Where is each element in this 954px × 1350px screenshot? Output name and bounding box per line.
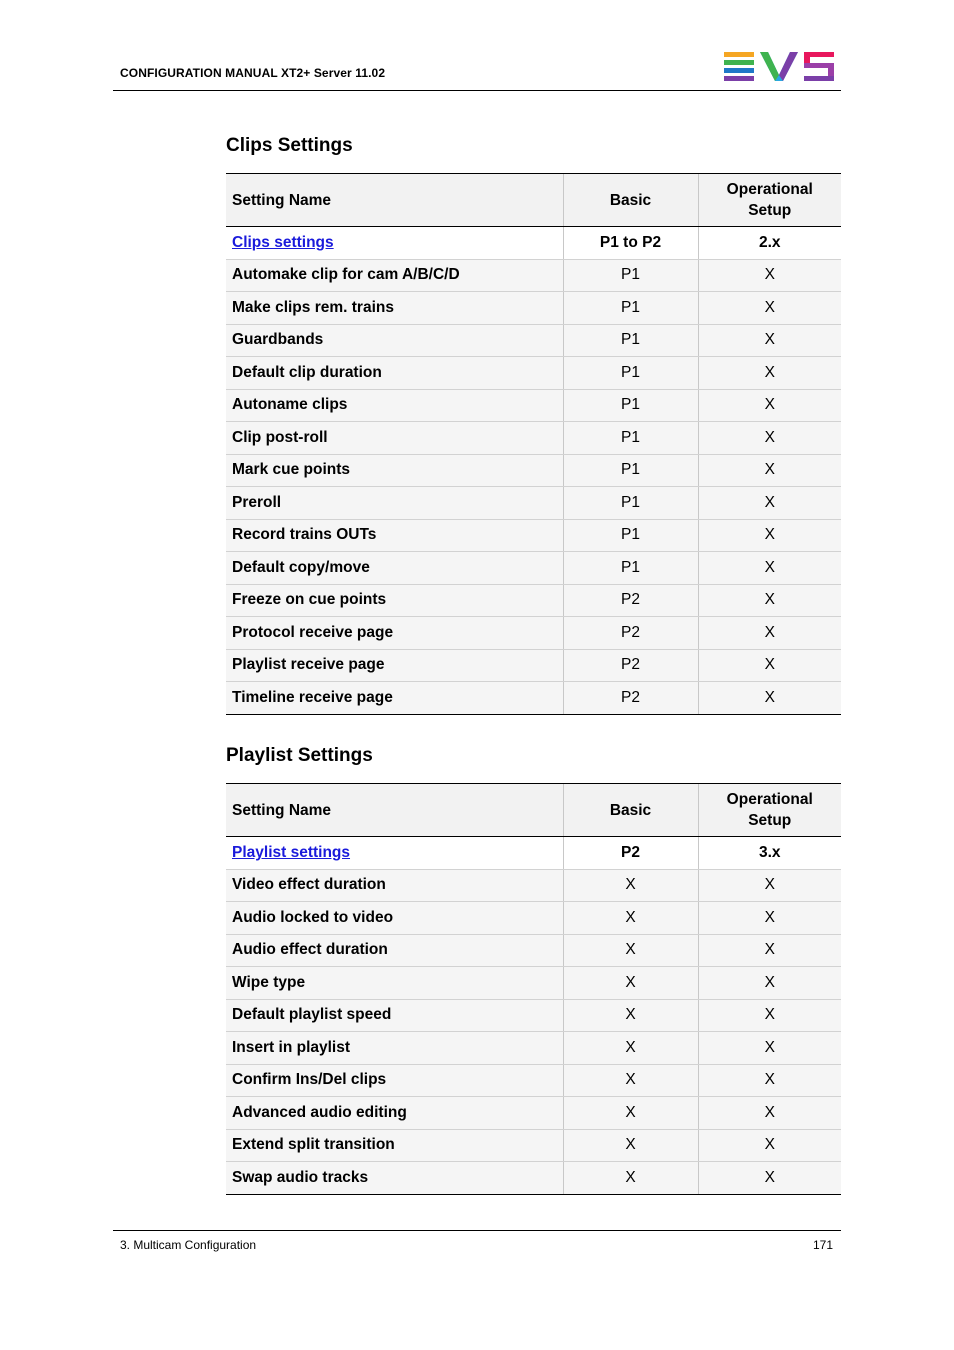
- operational-setup-cell: 2.x: [698, 227, 841, 260]
- operational-setup-cell: X: [698, 1162, 841, 1195]
- table-row: [226, 227, 841, 260]
- table-row: [226, 259, 841, 292]
- operational-setup-cell: 3.x: [698, 837, 841, 870]
- table-row: [226, 324, 841, 357]
- basic-cell: X: [563, 869, 698, 902]
- table-row: [226, 999, 841, 1032]
- setting-name-cell: Clip post-roll: [226, 422, 563, 455]
- setting-name-cell: Default clip duration: [226, 357, 563, 390]
- table-row: [226, 422, 841, 455]
- operational-setup-cell: X: [698, 869, 841, 902]
- basic-cell: X: [563, 902, 698, 935]
- basic-cell: P1: [563, 324, 698, 357]
- clips-settings-heading: Clips Settings: [226, 135, 353, 156]
- basic-cell: X: [563, 1162, 698, 1195]
- operational-setup-cell: X: [698, 999, 841, 1032]
- operational-setup-cell: X: [698, 934, 841, 967]
- setting-name-cell: Wipe type: [226, 967, 563, 1000]
- setting-name-cell: Mark cue points: [226, 454, 563, 487]
- table-row: [226, 902, 841, 935]
- header-divider: [113, 90, 841, 91]
- setting-name-cell: Guardbands: [226, 324, 563, 357]
- table-row: [226, 869, 841, 902]
- logo-letter-v: [760, 52, 798, 81]
- setting-name-cell: Freeze on cue points: [226, 584, 563, 617]
- table-header-row: [226, 784, 841, 837]
- setting-name-cell: Extend split transition: [226, 1129, 563, 1162]
- operational-setup-cell: X: [698, 422, 841, 455]
- column-header-operational-setup: Operational Setup: [698, 174, 841, 227]
- table-row: [226, 1064, 841, 1097]
- column-header-setting-name: Setting Name: [226, 174, 563, 227]
- clips-settings-link[interactable]: Clips settings: [232, 233, 334, 251]
- setting-name-cell: Automake clip for cam A/B/C/D: [226, 259, 563, 292]
- operational-setup-cell: X: [698, 519, 841, 552]
- basic-cell: X: [563, 1032, 698, 1065]
- setting-name-cell: [226, 227, 563, 260]
- column-header-operational-setup: Operational Setup: [698, 784, 841, 837]
- operational-setup-cell: X: [698, 967, 841, 1000]
- table-row: [226, 487, 841, 520]
- operational-setup-cell: X: [698, 1064, 841, 1097]
- table-row: [226, 837, 841, 870]
- table-row: [226, 292, 841, 325]
- setting-name-cell: Insert in playlist: [226, 1032, 563, 1065]
- basic-cell: P1: [563, 454, 698, 487]
- operational-setup-cell: X: [698, 649, 841, 682]
- footer-divider: [113, 1230, 841, 1231]
- operational-setup-cell: X: [698, 1032, 841, 1065]
- setting-name-cell: Autoname clips: [226, 389, 563, 422]
- basic-cell: P2: [563, 649, 698, 682]
- operational-setup-cell: X: [698, 357, 841, 390]
- setting-name-cell: Preroll: [226, 487, 563, 520]
- setting-name-cell: Default copy/move: [226, 552, 563, 585]
- basic-cell: P2: [563, 584, 698, 617]
- setting-name-cell: Confirm Ins/Del clips: [226, 1064, 563, 1097]
- table-row: [226, 519, 841, 552]
- playlist-table-body: [226, 837, 841, 1195]
- basic-cell: P1: [563, 552, 698, 585]
- basic-cell: P1: [563, 357, 698, 390]
- operational-setup-cell: X: [698, 487, 841, 520]
- operational-setup-cell: X: [698, 584, 841, 617]
- table-row: [226, 1162, 841, 1195]
- basic-cell: P1: [563, 259, 698, 292]
- clips-settings-table: [226, 173, 841, 715]
- basic-cell: P2: [563, 837, 698, 870]
- setting-name-cell: [226, 837, 563, 870]
- basic-cell: P1 to P2: [563, 227, 698, 260]
- clips-table-body: [226, 227, 841, 715]
- operational-setup-cell: X: [698, 259, 841, 292]
- evs-logo: [724, 52, 836, 82]
- setting-name-cell: Playlist receive page: [226, 649, 563, 682]
- table-row: [226, 617, 841, 650]
- table-row: [226, 454, 841, 487]
- setting-name-cell: Advanced audio editing: [226, 1097, 563, 1130]
- setting-name-cell: Audio locked to video: [226, 902, 563, 935]
- operational-setup-cell: X: [698, 1097, 841, 1130]
- setting-name-cell: Video effect duration: [226, 869, 563, 902]
- setting-name-cell: Default playlist speed: [226, 999, 563, 1032]
- table-row: [226, 682, 841, 715]
- table-row: [226, 357, 841, 390]
- column-header-basic: Basic: [563, 174, 698, 227]
- basic-cell: P2: [563, 682, 698, 715]
- table-row: [226, 584, 841, 617]
- table-header-row: [226, 174, 841, 227]
- document-title: CONFIGURATION MANUAL XT2+ Server 11.02: [120, 66, 386, 80]
- operational-setup-cell: X: [698, 324, 841, 357]
- table-row: [226, 389, 841, 422]
- setting-name-cell: Swap audio tracks: [226, 1162, 563, 1195]
- operational-setup-cell: X: [698, 552, 841, 585]
- footer-section-name: 3. Multicam Configuration: [120, 1238, 257, 1252]
- operational-setup-cell: X: [698, 389, 841, 422]
- logo-letter-e: [724, 52, 754, 81]
- basic-cell: X: [563, 999, 698, 1032]
- operational-setup-cell: X: [698, 292, 841, 325]
- basic-cell: P2: [563, 617, 698, 650]
- operational-setup-cell: X: [698, 617, 841, 650]
- basic-cell: X: [563, 934, 698, 967]
- table-row: [226, 552, 841, 585]
- basic-cell: P1: [563, 389, 698, 422]
- playlist-settings-heading: Playlist Settings: [226, 745, 373, 766]
- column-header-basic: Basic: [563, 784, 698, 837]
- operational-setup-cell: X: [698, 1129, 841, 1162]
- basic-cell: X: [563, 967, 698, 1000]
- setting-name-cell: Protocol receive page: [226, 617, 563, 650]
- operational-setup-cell: X: [698, 454, 841, 487]
- column-header-setting-name: Setting Name: [226, 784, 563, 837]
- basic-cell: X: [563, 1129, 698, 1162]
- basic-cell: P1: [563, 422, 698, 455]
- basic-cell: X: [563, 1097, 698, 1130]
- basic-cell: P1: [563, 487, 698, 520]
- page-number: 171: [812, 1238, 833, 1252]
- operational-setup-cell: X: [698, 902, 841, 935]
- setting-name-cell: Make clips rem. trains: [226, 292, 563, 325]
- setting-name-cell: Record trains OUTs: [226, 519, 563, 552]
- basic-cell: P1: [563, 519, 698, 552]
- table-row: [226, 649, 841, 682]
- basic-cell: X: [563, 1064, 698, 1097]
- table-row: [226, 934, 841, 967]
- setting-name-cell: Audio effect duration: [226, 934, 563, 967]
- table-row: [226, 1032, 841, 1065]
- operational-setup-cell: X: [698, 682, 841, 715]
- table-row: [226, 1097, 841, 1130]
- playlist-settings-link[interactable]: Playlist settings: [232, 843, 351, 861]
- setting-name-cell: Timeline receive page: [226, 682, 563, 715]
- playlist-settings-table: [226, 783, 841, 1195]
- basic-cell: P1: [563, 292, 698, 325]
- logo-letter-s: [804, 52, 834, 81]
- table-row: [226, 1129, 841, 1162]
- table-row: [226, 967, 841, 1000]
